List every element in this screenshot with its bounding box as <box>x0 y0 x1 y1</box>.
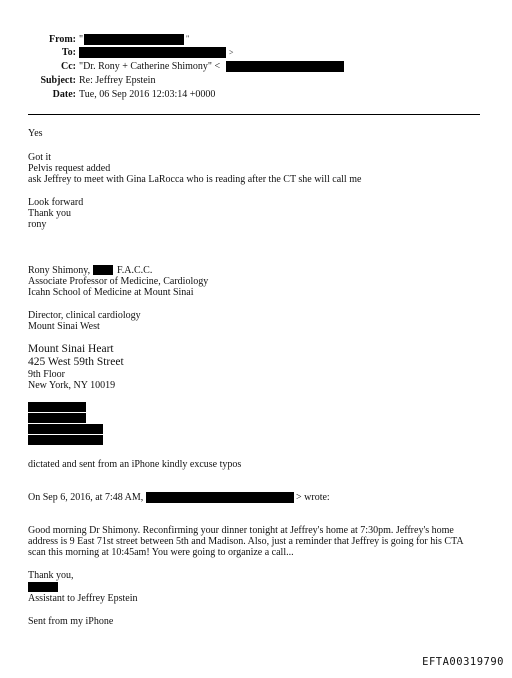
quoted-body-line: Good morning Dr Shimony. Reconfirming your dinner tonight at Jeffrey's home at 7:30pm. Jeffrey's home <box>28 525 454 536</box>
signature-director: Mount Sinai West <box>28 321 100 332</box>
reply-signoff: rony <box>28 219 47 230</box>
signature-city: New York, NY 10019 <box>28 380 116 391</box>
to-tail: > <box>229 48 234 57</box>
quoted-intro: On Sep 6, 2016, at 7:48 AM, <box>28 492 144 503</box>
redaction-contact-line <box>28 413 86 423</box>
signature-director: Director, clinical cardiology <box>28 310 141 321</box>
reply-line: Pelvis request added <box>28 163 111 174</box>
reply-yes: Yes <box>28 128 43 139</box>
redaction-assistant-name <box>28 582 58 592</box>
from-tail: " <box>186 34 190 43</box>
quoted-body-line: scan this morning at 10:45am! You were going to organize a call... <box>28 547 294 558</box>
signature-title: Icahn School of Medicine at Mount Sinai <box>28 287 194 298</box>
quoted-assistant: Assistant to Jeffrey Epstein <box>28 593 138 604</box>
signature-title: Associate Professor of Medicine, Cardiology <box>28 276 209 287</box>
quoted-sent-from: Sent from my iPhone <box>28 616 114 627</box>
redaction-from <box>84 34 184 45</box>
document-id: EFTA00319790 <box>422 656 504 668</box>
signature-credential: F.A.C.C. <box>117 265 153 276</box>
reply-line: ask Jeffrey to meet with Gina LaRocca who is reading after the CT she will call me <box>28 174 362 185</box>
signature-name: Rony Shimony, <box>28 265 91 276</box>
from-value: " <box>79 34 84 45</box>
redaction-credential <box>93 265 113 275</box>
signature-floor: 9th Floor <box>28 369 65 380</box>
quoted-thank-you: Thank you, <box>28 570 74 581</box>
cc-value: "Dr. Rony + Catherine Shimony" < <box>79 61 221 72</box>
reply-closing: Thank you <box>28 208 72 219</box>
redaction-to <box>79 47 226 58</box>
date-label: Date: <box>52 89 76 100</box>
reply-closing: Look forward <box>28 197 84 208</box>
redaction-contact-line <box>28 402 86 412</box>
from-label: From: <box>48 34 76 45</box>
dictated-note: dictated and sent from an iPhone kindly excuse typos <box>28 459 242 470</box>
redaction-sender <box>146 492 294 503</box>
quoted-intro-suffix: > wrote: <box>296 492 330 503</box>
signature-street: 425 West 59th Street <box>28 356 124 368</box>
quoted-body-line: address is 9 East 71st street between 5th and Madison. Also, just a reminder that Jeffrey is going for his CTA <box>28 536 464 547</box>
to-label: To: <box>61 47 76 58</box>
cc-label: Cc: <box>61 61 76 72</box>
signature-org: Mount Sinai Heart <box>28 343 114 355</box>
reply-line: Got it <box>28 152 52 163</box>
subject-label: Subject: <box>40 75 76 86</box>
redaction-cc <box>226 61 344 72</box>
redaction-contact-line <box>28 424 103 434</box>
subject-value: Re: Jeffrey Epstein <box>79 75 156 86</box>
redaction-contact-line <box>28 435 103 445</box>
date-value: Tue, 06 Sep 2016 12:03:14 +0000 <box>79 89 216 100</box>
header-divider <box>28 114 480 115</box>
